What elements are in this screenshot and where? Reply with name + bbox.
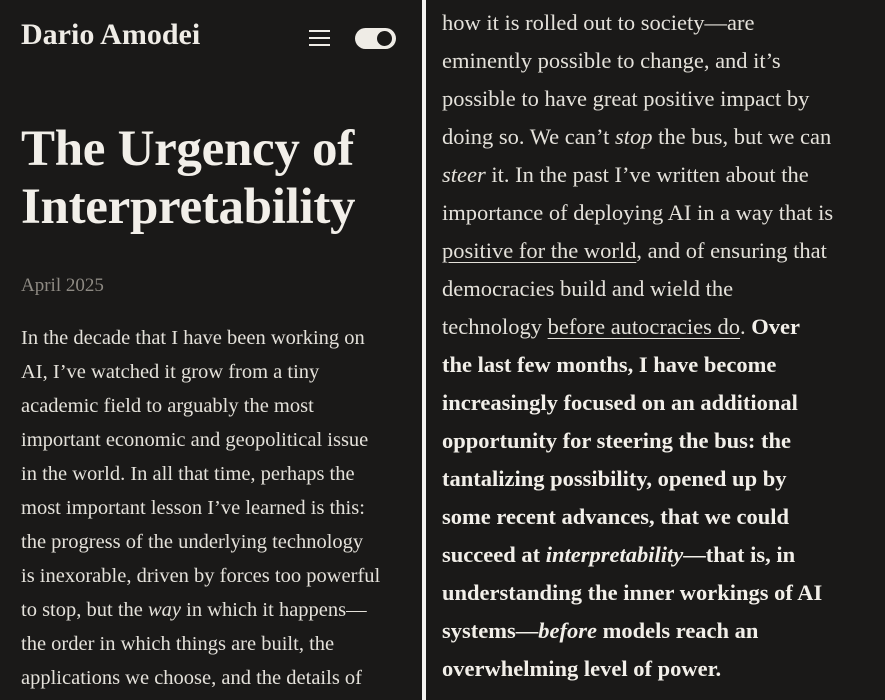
- bold-text-line: overwhelming level of power.: [442, 656, 722, 681]
- text-segment: models reach an: [596, 618, 759, 643]
- hamburger-menu-icon[interactable]: [306, 26, 334, 50]
- text-segment: in which it happens—: [181, 599, 367, 621]
- text-line: academic field to arguably the most: [21, 395, 314, 417]
- bold-text-line: tantalizing possibility, opened up by: [442, 466, 787, 491]
- text-line: AI, I’ve watched it grow from a tiny: [21, 361, 320, 383]
- bold-text-line: understanding the inner workings of AI: [442, 580, 823, 605]
- bold-text-line: [442, 536, 882, 574]
- emphasis-before: before: [538, 618, 597, 643]
- text-line: eminently possible to change, and it’s: [442, 48, 781, 73]
- article-body-left: [21, 321, 411, 695]
- text-segment: —that is, in: [683, 542, 796, 567]
- text-line: democracies build and wield the: [442, 276, 734, 301]
- bold-text-line: opportunity for steering the bus: the: [442, 428, 791, 453]
- emphasis-stop: stop: [614, 124, 653, 149]
- text-line: applications we choose, and the details of: [21, 667, 362, 689]
- text-segment: systems—: [442, 618, 539, 643]
- text-line: the order in which things are built, the: [21, 633, 335, 655]
- text-line: [442, 232, 882, 270]
- site-title[interactable]: Dario Amodei: [21, 18, 201, 51]
- link-positive-for-the-world[interactable]: positive for the world: [442, 238, 637, 263]
- left-pane: [0, 0, 422, 700]
- text-segment: the bus, but we can: [652, 124, 832, 149]
- link-before-autocracies-do[interactable]: before autocracies do: [547, 314, 741, 339]
- text-line: possible to have great positive impact by: [442, 86, 810, 111]
- theme-toggle[interactable]: [355, 28, 396, 49]
- text-line: is inexorable, driven by forces too powerful: [21, 565, 381, 587]
- text-segment: technology: [442, 314, 548, 339]
- text-segment: .: [740, 314, 752, 339]
- text-segment: , and of ensuring that: [636, 238, 827, 263]
- text-segment: doing so. We can’t: [442, 124, 615, 149]
- bold-text-line: some recent advances, that we could: [442, 504, 790, 529]
- text-line: [442, 118, 882, 156]
- text-segment: to stop, but the: [21, 599, 148, 621]
- text-line: the progress of the underlying technology: [21, 531, 364, 553]
- text-line: [21, 593, 411, 627]
- text-line: in the world. In all that time, perhaps the: [21, 463, 355, 485]
- article-title: The Urgency of Interpretability: [21, 121, 356, 235]
- text-line: how it is rolled out to society—are: [442, 10, 755, 35]
- emphasis-steer: steer: [442, 162, 486, 187]
- text-line: In the decade that I have been working on: [21, 327, 365, 349]
- text-segment: succeed at: [442, 542, 546, 567]
- bold-text-line: the last few months, I have become: [442, 352, 777, 377]
- emphasis-interpretability: interpretability: [545, 542, 684, 567]
- text-line: most important lesson I’ve learned is this:: [21, 497, 365, 519]
- bold-text-line: increasingly focused on an additional: [442, 390, 798, 415]
- bold-text-segment: Over: [751, 314, 800, 339]
- right-pane: [426, 0, 885, 700]
- text-line: importance of deploying AI in a way that is: [442, 200, 834, 225]
- emphasis-way: way: [147, 599, 182, 621]
- article-body-right: [442, 4, 882, 688]
- bold-text-line: [442, 612, 882, 650]
- text-line: [442, 156, 882, 194]
- toggle-knob-icon: [377, 31, 392, 46]
- article-date: April 2025: [21, 275, 104, 296]
- text-line: important economic and geopolitical issue: [21, 429, 369, 451]
- text-segment: it. In the past I’ve written about the: [485, 162, 809, 187]
- text-line: [442, 308, 882, 346]
